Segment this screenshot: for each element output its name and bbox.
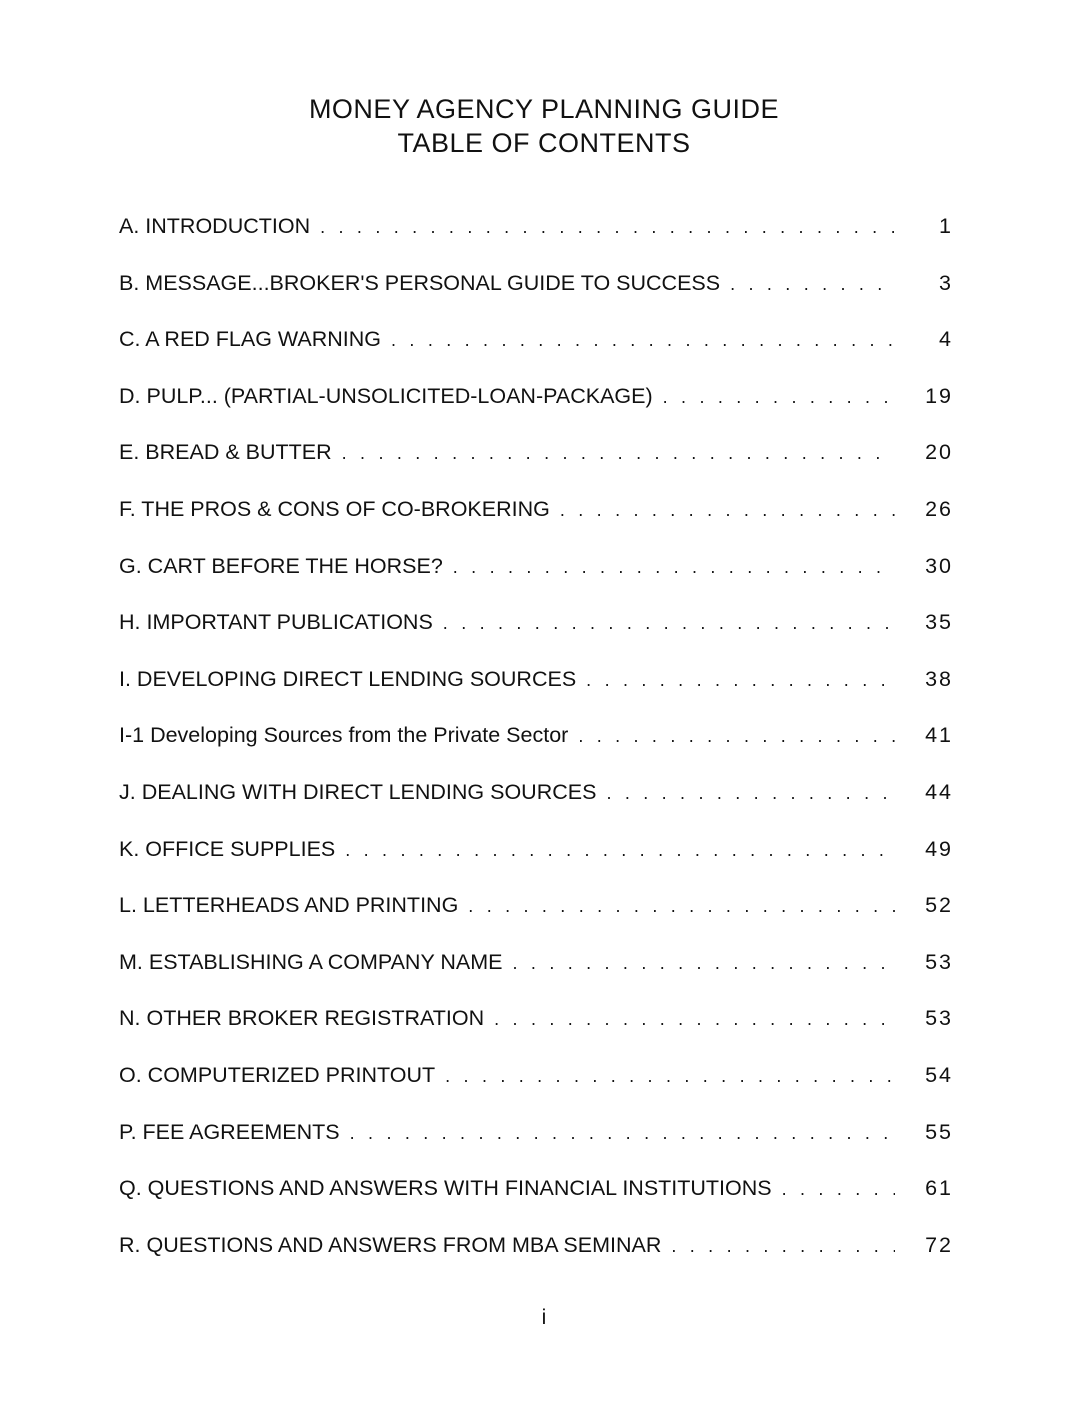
toc-dot-leader (468, 896, 895, 917)
toc-entry-page: 3 (939, 270, 953, 295)
toc-entry (119, 214, 953, 271)
toc-entry-page: 49 (925, 836, 953, 861)
toc-entry-page: 1 (939, 214, 953, 238)
toc-dot-leader (782, 1179, 895, 1200)
toc-entry-page: 26 (925, 496, 953, 521)
toc-dot-leader (560, 500, 895, 521)
document-title: MONEY AGENCY PLANNING GUIDE (308, 94, 780, 124)
toc-entry (119, 271, 953, 328)
toc-entry (119, 610, 953, 667)
toc-entry (119, 497, 953, 554)
toc-entry (119, 554, 953, 611)
toc-dot-leader (663, 387, 895, 408)
toc-entry (119, 723, 953, 780)
toc-entry-page: 53 (925, 949, 953, 974)
page-number: i (541, 1306, 547, 1329)
toc-entry-label: N. OTHER BROKER REGISTRATION (119, 1006, 485, 1031)
toc-entry-page: 72 (925, 1232, 953, 1257)
toc-entry-label: L. LETTERHEADS AND PRINTING (119, 893, 459, 918)
toc-entry-page: 53 (925, 1006, 953, 1031)
toc-entry-page: 55 (925, 1119, 953, 1144)
toc-entry-label: B. MESSAGE...BROKER'S PERSONAL GUIDE TO SUCCESS (119, 270, 721, 295)
toc-entry-page: 61 (925, 1176, 953, 1201)
toc-entry-label: P. FEE AGREEMENTS (119, 1119, 340, 1144)
toc-entry (119, 1120, 953, 1177)
toc-entry (119, 1063, 953, 1120)
toc-entry-page: 44 (925, 779, 953, 804)
document-subtitle: TABLE OF CONTENTS (397, 128, 691, 158)
toc-entry (119, 1006, 953, 1063)
toc-dot-leader (342, 443, 895, 464)
toc-entry-label: H. IMPORTANT PUBLICATIONS (119, 610, 433, 635)
toc-dot-leader (586, 670, 895, 691)
toc-entry-label: A. INTRODUCTION (119, 214, 311, 238)
toc-dot-leader (730, 274, 895, 295)
toc-entry-label: F. THE PROS & CONS OF CO-BROKERING (119, 496, 550, 521)
toc-entry-page: 30 (925, 553, 953, 578)
toc-dot-leader (513, 953, 895, 974)
toc-dot-leader (391, 330, 895, 351)
toc-entry-page: 52 (925, 893, 953, 918)
toc-entry-label: M. ESTABLISHING A COMPANY NAME (119, 949, 503, 974)
toc-entry (119, 440, 953, 497)
toc-entry (119, 893, 953, 950)
toc-dot-leader (578, 726, 895, 747)
toc-entry-label: K. OFFICE SUPPLIES (119, 836, 336, 861)
toc-entry-page: 38 (925, 666, 953, 691)
toc-entry-label: J. DEALING WITH DIRECT LENDING SOURCES (119, 779, 597, 804)
toc-dot-leader (606, 783, 895, 804)
toc-dot-leader (671, 1236, 895, 1257)
toc-entry-label: R. QUESTIONS AND ANSWERS FROM MBA SEMINAR (119, 1232, 662, 1257)
toc-entry (119, 327, 953, 384)
toc-entry-label: E. BREAD & BUTTER (119, 440, 332, 465)
table-of-contents (119, 214, 953, 1289)
toc-entry-label: I-1 Developing Sources from the Private Sector (119, 723, 569, 748)
toc-dot-leader (350, 1123, 895, 1144)
toc-entry-label: O. COMPUTERIZED PRINTOUT (119, 1062, 436, 1087)
toc-entry-page: 41 (925, 723, 953, 748)
toc-entry (119, 384, 953, 441)
toc-entry-label: G. CART BEFORE THE HORSE? (119, 553, 443, 578)
toc-entry (119, 950, 953, 1007)
toc-entry-label: C. A RED FLAG WARNING (119, 327, 382, 352)
toc-dot-leader (443, 613, 895, 634)
toc-dot-leader (345, 840, 895, 861)
toc-dot-leader (320, 217, 895, 238)
toc-entry (119, 1233, 953, 1290)
toc-entry-page: 35 (925, 610, 953, 635)
toc-entry-label: I. DEVELOPING DIRECT LENDING SOURCES (119, 666, 577, 691)
toc-entry-label: Q. QUESTIONS AND ANSWERS WITH FINANCIAL INSTITUTIONS (119, 1176, 772, 1201)
toc-entry-page: 4 (939, 327, 953, 352)
toc-entry-page: 20 (925, 440, 953, 465)
toc-entry-page: 19 (925, 383, 953, 408)
toc-entry (119, 837, 953, 894)
toc-entry (119, 780, 953, 837)
toc-entry-page: 54 (925, 1062, 953, 1087)
toc-entry-label: D. PULP... (PARTIAL-UNSOLICITED-LOAN-PACKAGE) (119, 383, 653, 408)
title-block (0, 92, 1088, 160)
toc-entry (119, 667, 953, 724)
toc-entry (119, 1176, 953, 1233)
toc-dot-leader (453, 557, 895, 578)
toc-dot-leader (445, 1066, 895, 1087)
toc-dot-leader (494, 1009, 895, 1030)
